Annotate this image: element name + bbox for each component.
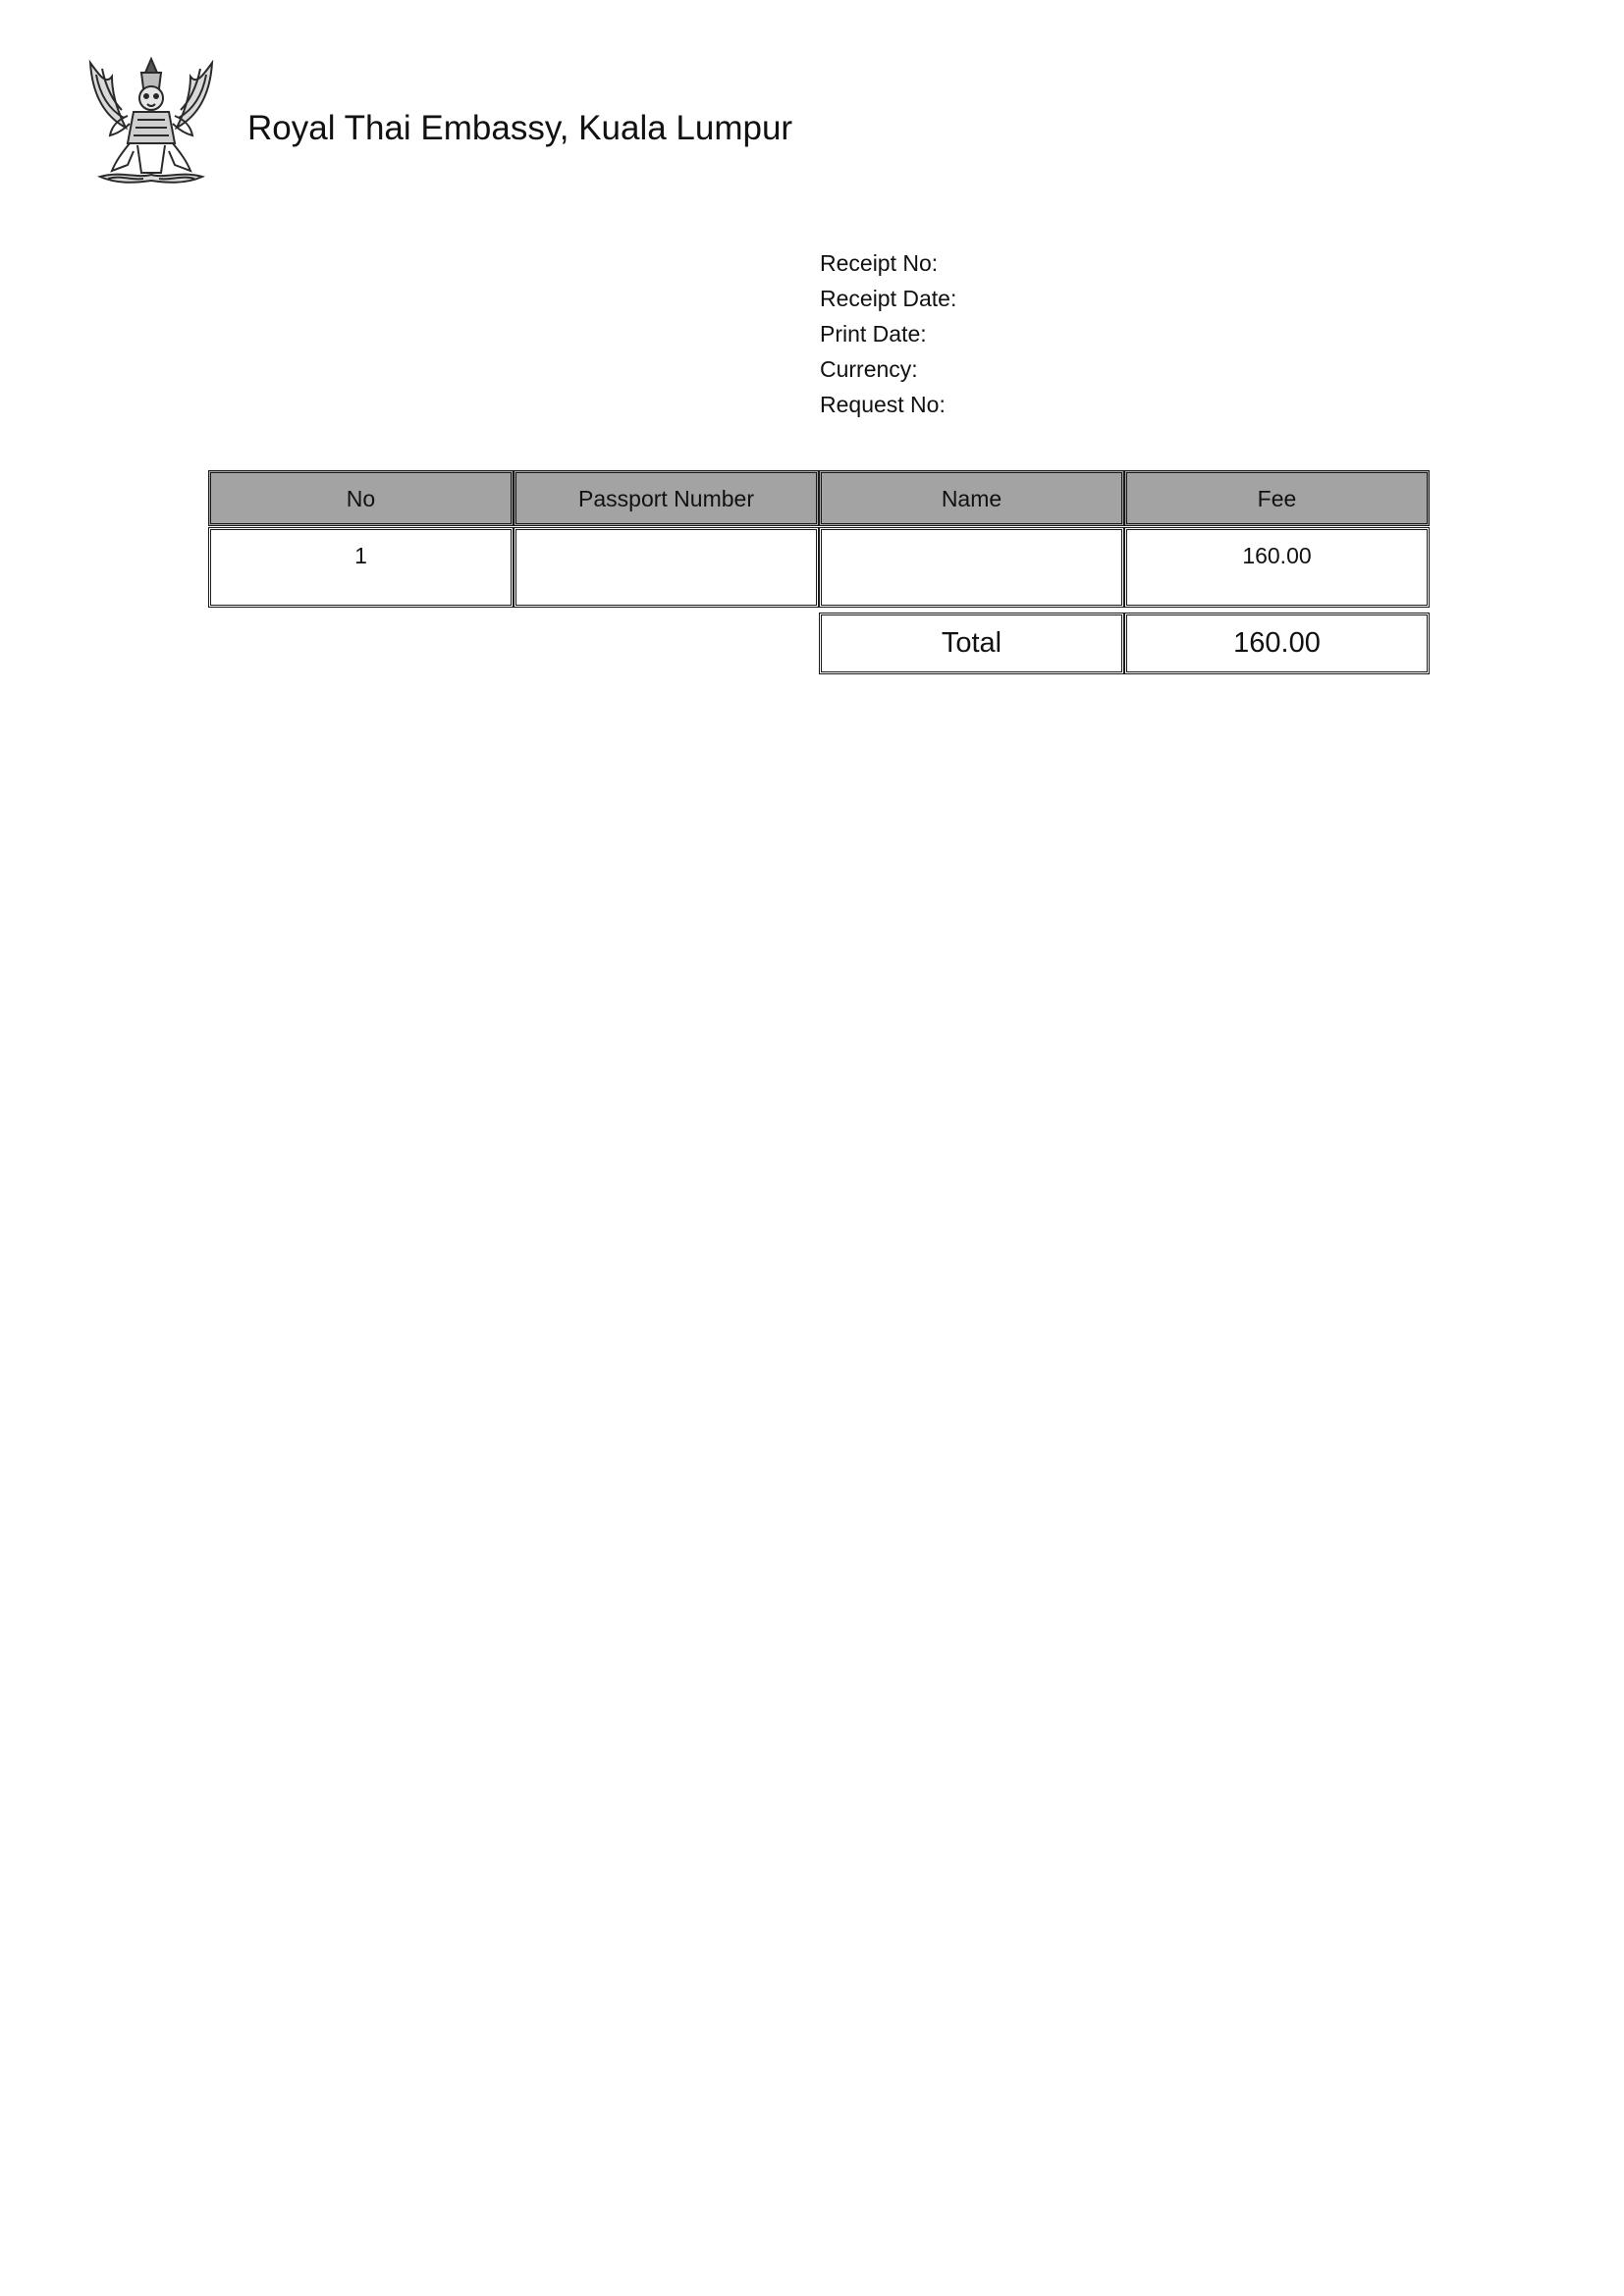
column-header-name: Name [819,470,1124,526]
row-1-passport-number [514,527,819,608]
column-header-fee: Fee [1124,470,1430,526]
row-1-fee: 160.00 [1124,527,1430,608]
total-value: 160.00 [1124,613,1430,674]
request-no-label: Request No: [820,392,946,417]
total-label: Total [819,613,1124,674]
row-1-no: 1 [208,527,514,608]
garuda-emblem-icon [82,55,220,188]
receipt-date-label: Receipt Date: [820,286,957,311]
currency-label: Currency: [820,356,918,382]
embassy-name: Royal Thai Embassy, Kuala Lumpur [247,109,793,147]
column-header-no: No [208,470,514,526]
print-date-label: Print Date: [820,321,927,347]
row-1-name [819,527,1124,608]
receipt-no-label: Receipt No: [820,250,939,276]
column-header-passport-number: Passport Number [514,470,819,526]
receipt-info [820,245,956,422]
